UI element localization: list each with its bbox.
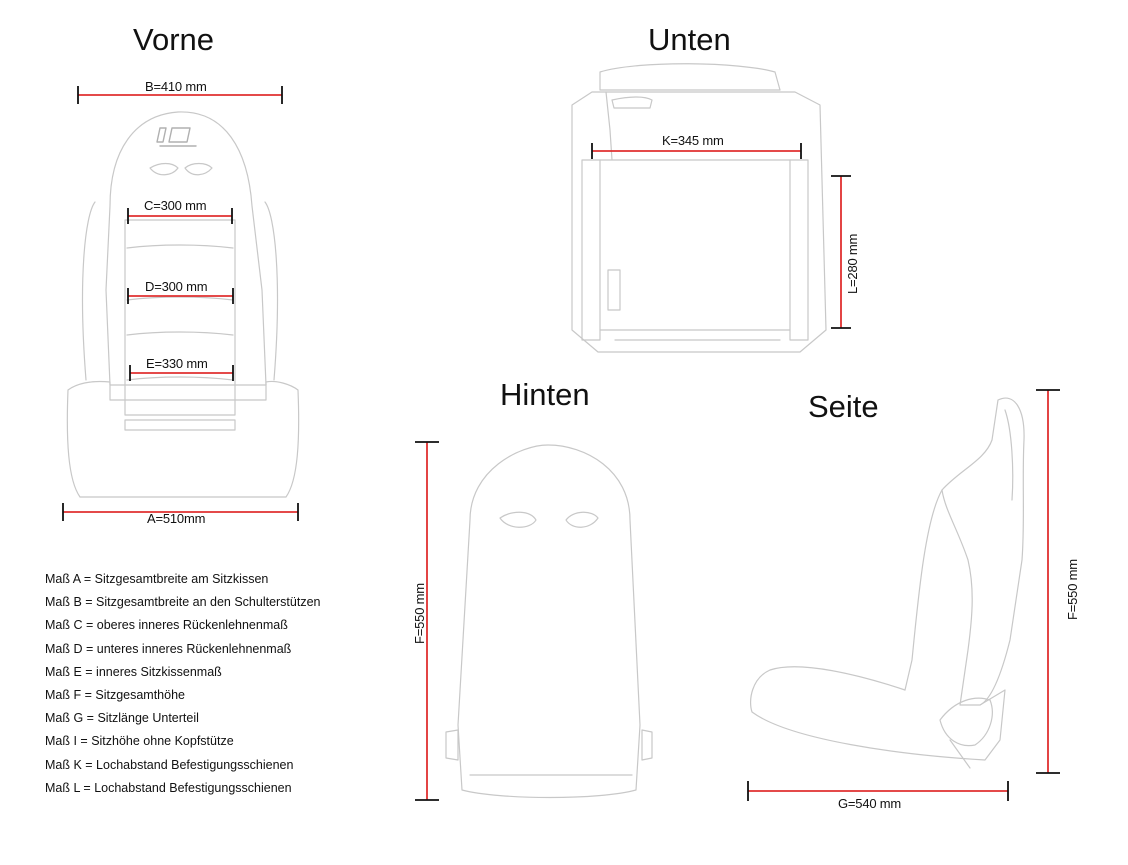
legend-item: Maß F = Sitzgesamthöhe (45, 687, 185, 702)
dim-label-c: C=300 mm (144, 198, 207, 213)
dim-label-f-side: F=550 mm (1065, 559, 1080, 620)
dim-label-d: D=300 mm (145, 279, 208, 294)
legend-item: Maß B = Sitzgesamtbreite an den Schulterstützen (45, 595, 321, 610)
dim-label-f-back: F=550 mm (412, 583, 427, 644)
dim-label-e: E=330 mm (146, 356, 208, 371)
dim-label-g: G=540 mm (838, 796, 902, 811)
legend-item: Maß G = Sitzlänge Unterteil (45, 711, 199, 726)
legend-item: Maß I = Sitzhöhe ohne Kopfstütze (45, 734, 234, 749)
view-title-back: Hinten (500, 377, 590, 412)
dim-label-k: K=345 mm (662, 133, 724, 148)
view-title-front: Vorne (133, 22, 215, 57)
legend-item: Maß D = unteres inneres Rückenlehnenmaß (45, 641, 292, 656)
dim-label-b: B=410 mm (145, 79, 207, 94)
view-title-bottom: Unten (648, 22, 731, 57)
legend-item: Maß C = oberes inneres Rückenlehnenmaß (45, 618, 288, 633)
dimension-legend (45, 571, 321, 803)
dim-label-l: L=280 mm (845, 233, 860, 294)
view-title-side: Seite (808, 389, 879, 424)
legend-item: Maß E = inneres Sitzkissenmaß (45, 664, 222, 679)
legend-item: Maß A = Sitzgesamtbreite am Sitzkissen (45, 572, 269, 586)
legend-item: Maß K = Lochabstand Befestigungsschienen (45, 757, 294, 772)
dim-label-a: A=510mm (147, 511, 206, 526)
legend-item: Maß L = Lochabstand Befestigungsschienen (45, 780, 292, 795)
